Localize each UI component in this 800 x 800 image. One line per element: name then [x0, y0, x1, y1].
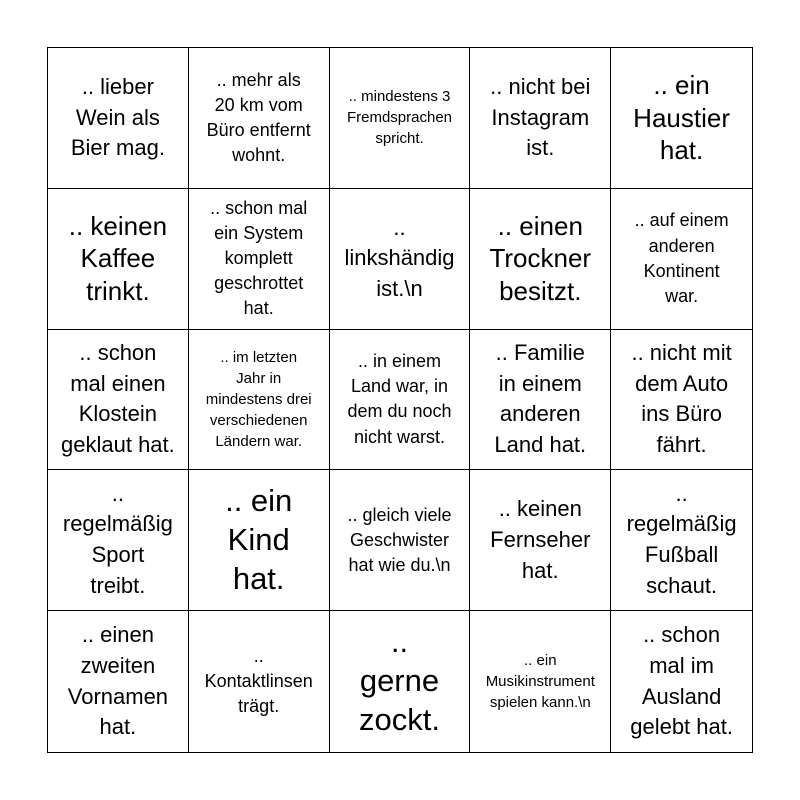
- cell-text: .. regelmäßig Fußball schaut.: [626, 480, 737, 599]
- cell-text: .. keinen Fernseher hat.: [490, 496, 591, 583]
- cell-text: .. auf einem anderen Kontinent war.: [634, 210, 729, 306]
- bingo-cell-8[interactable]: [330, 189, 471, 330]
- bingo-cell-4[interactable]: [470, 48, 611, 189]
- bingo-cell-2[interactable]: [189, 48, 330, 189]
- bingo-cell-25[interactable]: [611, 611, 752, 752]
- cell-text: .. schon mal im Ausland gelebt hat.: [630, 622, 733, 740]
- bingo-cell-16[interactable]: [48, 470, 189, 611]
- cell-text: .. lieber Wein als Bier mag.: [70, 73, 165, 161]
- bingo-cell-22[interactable]: [189, 611, 330, 752]
- bingo-cell-23[interactable]: [330, 611, 471, 752]
- cell-text: .. schon mal einen Klostein geklaut hat.: [61, 339, 175, 458]
- cell-text: .. nicht mit dem Auto ins Büro fährt.: [631, 339, 732, 458]
- cell-text: .. in einem Land war, in dem du noch nicht warst.: [347, 351, 452, 447]
- cell-text: .. ein Haustier hat.: [633, 70, 730, 166]
- bingo-cell-11[interactable]: [48, 330, 189, 471]
- cell-text: .. nicht bei Instagram ist.: [490, 73, 591, 161]
- cell-text: .. ein Kind hat.: [225, 483, 293, 596]
- bingo-cell-17[interactable]: [189, 470, 330, 611]
- cell-text: .. schon mal ein System komplett geschrottet hat.: [210, 197, 308, 319]
- bingo-cell-3[interactable]: [330, 48, 471, 189]
- cell-text: .. mindestens 3 Fremdsprachen spricht.: [346, 88, 453, 148]
- cell-text: .. Kontaktlinsen trägt.: [204, 645, 313, 717]
- cell-text: .. Familie in einem anderen Land hat.: [494, 339, 587, 458]
- bingo-cell-10[interactable]: [611, 189, 752, 330]
- bingo-cell-24[interactable]: [470, 611, 611, 752]
- cell-text: .. linkshändig ist.\n: [344, 214, 455, 302]
- bingo-cell-14[interactable]: [470, 330, 611, 471]
- cell-text: .. keinen Kaffee trinkt.: [68, 210, 168, 306]
- bingo-board: [47, 47, 753, 753]
- bingo-cell-19[interactable]: [470, 470, 611, 611]
- cell-text: .. im letzten Jahr in mindestens drei verschiedenen Ländern war.: [205, 348, 312, 450]
- bingo-cell-21[interactable]: [48, 611, 189, 752]
- bingo-cell-6[interactable]: [48, 189, 189, 330]
- cell-text: .. regelmäßig Sport treibt.: [62, 480, 173, 599]
- cell-text: .. gleich viele Geschwister hat wie du.\n: [347, 504, 452, 575]
- bingo-cell-12[interactable]: [189, 330, 330, 471]
- cell-text: .. mehr als 20 km vom Büro entfernt wohnt.: [206, 69, 311, 166]
- bingo-cell-20[interactable]: [611, 470, 752, 611]
- bingo-cell-5[interactable]: [611, 48, 752, 189]
- cell-text: .. einen Trockner besitzt.: [489, 210, 592, 306]
- bingo-cell-15[interactable]: [611, 330, 752, 471]
- bingo-cell-9[interactable]: [470, 189, 611, 330]
- bingo-cell-7[interactable]: [189, 189, 330, 330]
- bingo-cell-18[interactable]: [330, 470, 471, 611]
- cell-text: .. einen zweiten Vornamen hat.: [67, 622, 169, 740]
- bingo-cell-1[interactable]: [48, 48, 189, 189]
- cell-text: .. gerne zockt.: [359, 624, 440, 737]
- cell-text: .. ein Musikinstrument spielen kann.\n: [485, 652, 595, 712]
- bingo-cell-13[interactable]: [330, 330, 471, 471]
